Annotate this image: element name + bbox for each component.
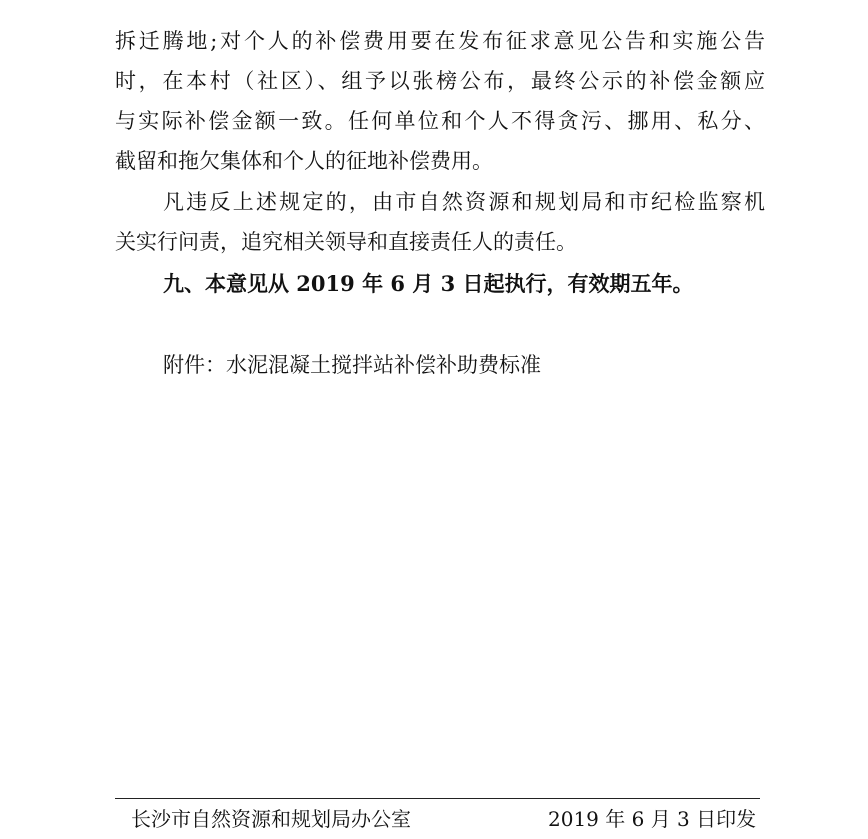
accountability-line: 关实行问责，追究相关领导和直接责任人的责任。 — [115, 230, 577, 254]
footer-issuer: 长沙市自然资源和规划局办公室 — [131, 807, 411, 831]
paragraph-line: 时，在本村（社区）、组予以张榜公布，最终公示的补偿金额应 — [115, 69, 765, 93]
footer-divider — [115, 798, 760, 799]
footer-issue-date: 2019 年 6 月 3 日印发 — [548, 807, 757, 831]
paragraph-line: 拆迁腾地;对个人的补偿费用要在发布征求意见公告和实施公告 — [115, 29, 765, 53]
accountability-line: 凡违反上述规定的，由市自然资源和规划局和市纪检监察机 — [163, 190, 765, 214]
paragraph-line: 与实际补偿金额一致。任何单位和个人不得贪污、挪用、私分、 — [115, 109, 765, 133]
attachment-line: 附件：水泥混凝土搅拌站补偿补助费标准 — [163, 353, 541, 377]
paragraph-line: 截留和拖欠集体和个人的征地补偿费用。 — [115, 149, 493, 173]
clause-nine: 九、本意见从 2019 年 6 月 3 日起执行，有效期五年。 — [163, 271, 694, 296]
